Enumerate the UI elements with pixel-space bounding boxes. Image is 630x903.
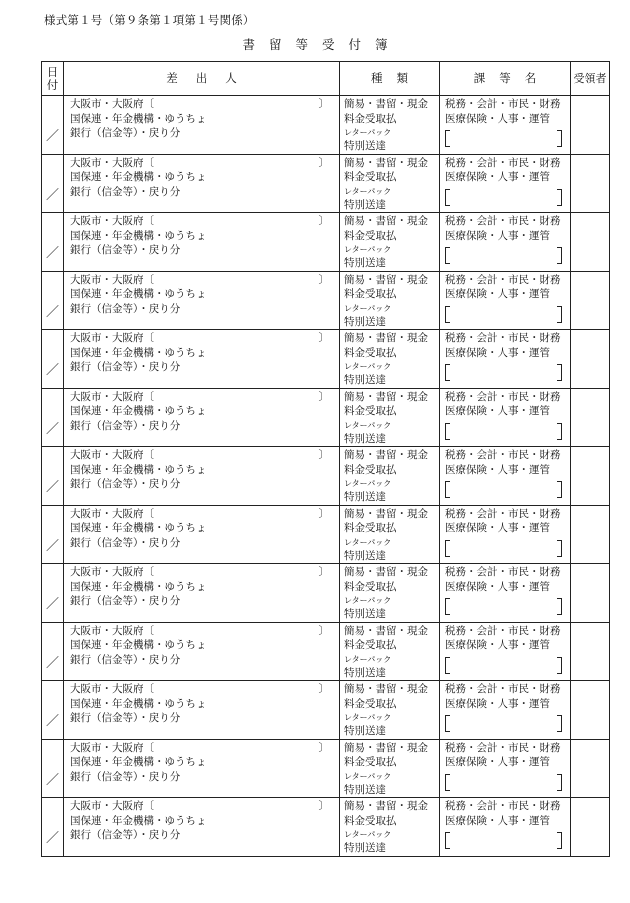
table-row xyxy=(42,739,610,798)
dept-cell[interactable] xyxy=(440,739,571,798)
sender-option-orgs: 国保連・年金機構・ゆうちょ xyxy=(70,639,207,651)
kind-option-special-delivery: 特別送達 xyxy=(344,257,386,269)
date-separator: ／ xyxy=(46,772,60,788)
kind-option-letterpack: レターパック xyxy=(344,128,392,137)
table-row xyxy=(42,564,610,623)
dept-option-line1: 税務・会計・市民・財務 xyxy=(445,98,561,110)
date-cell[interactable] xyxy=(42,271,64,330)
sender-option-bank: 銀行（信金等）・戻り分 xyxy=(70,595,181,607)
dept-blank-field[interactable] xyxy=(445,832,562,849)
sender-option-bank: 銀行（信金等）・戻り分 xyxy=(70,302,181,315)
dept-option-line2: 医療保険・人事・運管 xyxy=(445,171,550,183)
kind-option-special-delivery: 特別送達 xyxy=(344,549,386,562)
sender-bracket-close: 〕 xyxy=(318,624,329,637)
kind-option-postage-paid: 料金受取払 xyxy=(344,229,397,242)
sender-option-bank: 銀行（信金等）・戻り分 xyxy=(70,419,181,432)
receiver-cell[interactable] xyxy=(571,681,610,740)
sender-option-city-pref: 大阪市・大阪府〔 xyxy=(70,156,154,169)
sender-option-city-pref: 大阪市・大阪府〔 xyxy=(70,390,154,403)
sender-option-bank: 銀行（信金等）・戻り分 xyxy=(70,361,181,373)
kind-option-letterpack: レターパック xyxy=(344,245,392,254)
dept-option-line2: 医療保険・人事・運管 xyxy=(445,229,550,242)
date-cell[interactable] xyxy=(42,564,64,623)
sender-option-bank: 銀行（信金等）・戻り分 xyxy=(70,712,181,724)
sender-option-orgs: 国保連・年金機構・ゆうちょ xyxy=(70,463,207,476)
table-header-row xyxy=(42,62,610,96)
kind-option-letterpack: レターパック xyxy=(344,303,392,313)
kind-cell[interactable] xyxy=(340,798,440,857)
kind-option-mail-types: 簡易・書留・現金 xyxy=(344,215,428,227)
kind-cell[interactable] xyxy=(340,622,440,681)
kind-option-letterpack: レターパック xyxy=(344,771,392,781)
header-receiver: 受領者 xyxy=(571,62,610,96)
dept-option-line1: 税務・会計・市民・財務 xyxy=(445,741,561,754)
sender-option-bank: 銀行（信金等）・戻り分 xyxy=(70,185,181,198)
kind-cell[interactable] xyxy=(340,213,440,272)
sender-option-city-pref: 大阪市・大阪府〔 xyxy=(70,800,154,812)
dept-cell[interactable] xyxy=(440,388,571,447)
kind-option-letterpack: レターパック xyxy=(344,537,392,547)
sender-option-orgs: 国保連・年金機構・ゆうちょ xyxy=(70,580,207,593)
kind-option-mail-types: 簡易・書留・現金 xyxy=(344,390,428,403)
date-cell[interactable] xyxy=(42,330,64,389)
dept-option-line1: 税務・会計・市民・財務 xyxy=(445,156,561,169)
date-cell[interactable] xyxy=(42,154,64,213)
kind-option-mail-types: 簡易・書留・現金 xyxy=(344,98,428,110)
sender-cell[interactable] xyxy=(64,798,340,857)
kind-cell[interactable] xyxy=(340,739,440,798)
table-row xyxy=(42,96,610,155)
receiver-cell[interactable] xyxy=(571,96,610,155)
sender-cell[interactable] xyxy=(64,330,340,389)
page-title: 書留等受付簿 xyxy=(242,37,402,52)
table-row xyxy=(42,154,610,213)
sender-option-orgs: 国保連・年金機構・ゆうちょ xyxy=(70,405,207,417)
header-kind: 種類 xyxy=(340,62,440,96)
kind-option-letterpack: レターパック xyxy=(344,186,392,196)
table-row xyxy=(42,622,610,681)
dept-blank-field[interactable] xyxy=(445,306,562,323)
dept-blank-field[interactable] xyxy=(445,774,562,791)
kind-option-letterpack: レターパック xyxy=(344,362,392,371)
kind-cell[interactable] xyxy=(340,505,440,564)
dept-option-line1: 税務・会計・市民・財務 xyxy=(445,215,561,227)
kind-option-special-delivery: 特別送達 xyxy=(344,374,386,386)
sender-option-bank: 銀行（信金等）・戻り分 xyxy=(70,829,181,841)
dept-cell[interactable] xyxy=(440,447,571,506)
kind-option-special-delivery: 特別送達 xyxy=(344,842,386,854)
date-separator: ／ xyxy=(46,421,60,437)
dept-option-line2: 医療保険・人事・運管 xyxy=(445,346,550,359)
sender-cell[interactable] xyxy=(64,447,340,506)
sender-cell[interactable] xyxy=(64,388,340,447)
sender-option-bank: 銀行（信金等）・戻り分 xyxy=(70,653,181,666)
kind-option-special-delivery: 特別送達 xyxy=(344,491,386,503)
dept-blank-field[interactable] xyxy=(445,540,562,557)
kind-option-postage-paid: 料金受取払 xyxy=(344,697,397,710)
sender-bracket-close: 〕 xyxy=(318,683,329,695)
sender-cell[interactable] xyxy=(64,739,340,798)
kind-option-special-delivery: 特別送達 xyxy=(344,198,386,211)
dept-blank-field[interactable] xyxy=(445,715,562,732)
kind-option-mail-types: 簡易・書留・現金 xyxy=(344,507,428,520)
date-separator: ／ xyxy=(46,304,60,320)
kind-option-postage-paid: 料金受取払 xyxy=(344,639,397,651)
dept-blank-field[interactable] xyxy=(445,657,562,674)
sender-cell[interactable] xyxy=(64,96,340,155)
kind-option-letterpack: レターパック xyxy=(344,713,392,722)
dept-blank-field[interactable] xyxy=(445,423,562,440)
sender-cell[interactable] xyxy=(64,271,340,330)
kind-cell[interactable] xyxy=(340,447,440,506)
form-identifier: 様式第１号（第９条第１項第１号関係） xyxy=(44,13,255,27)
sender-option-orgs: 国保連・年金機構・ゆうちょ xyxy=(70,346,207,359)
table-row xyxy=(42,681,610,740)
receiver-cell[interactable] xyxy=(571,564,610,623)
kind-option-letterpack: レターパック xyxy=(344,420,392,430)
sender-option-city-pref: 大阪市・大阪府〔 xyxy=(70,215,154,227)
sender-option-orgs: 国保連・年金機構・ゆうちょ xyxy=(70,756,207,768)
dept-option-line2: 医療保険・人事・運管 xyxy=(445,756,550,768)
kind-option-mail-types: 簡易・書留・現金 xyxy=(344,741,428,754)
dept-option-line2: 医療保険・人事・運管 xyxy=(445,463,550,476)
dept-blank-field[interactable] xyxy=(445,364,562,381)
kind-option-postage-paid: 料金受取払 xyxy=(344,756,397,768)
sender-bracket-close: 〕 xyxy=(318,390,329,403)
date-separator: ／ xyxy=(46,597,60,612)
receiver-cell[interactable] xyxy=(571,213,610,272)
kind-cell[interactable] xyxy=(340,681,440,740)
kind-option-postage-paid: 料金受取払 xyxy=(344,112,397,125)
kind-option-letterpack: レターパック xyxy=(344,596,392,605)
kind-cell[interactable] xyxy=(340,330,440,389)
sender-option-city-pref: 大阪市・大阪府〔 xyxy=(70,741,154,754)
dept-option-line1: 税務・会計・市民・財務 xyxy=(445,449,561,461)
kind-option-mail-types: 簡易・書留・現金 xyxy=(344,273,428,286)
sender-bracket-close: 〕 xyxy=(318,800,329,812)
kind-option-postage-paid: 料金受取払 xyxy=(344,346,397,359)
date-separator: ／ xyxy=(46,129,60,144)
kind-option-mail-types: 簡易・書留・現金 xyxy=(344,683,428,695)
receiver-cell[interactable] xyxy=(571,739,610,798)
sender-option-city-pref: 大阪市・大阪府〔 xyxy=(70,566,154,578)
sender-option-orgs: 国保連・年金機構・ゆうちょ xyxy=(70,697,207,710)
dept-cell[interactable] xyxy=(440,681,571,740)
sender-bracket-close: 〕 xyxy=(318,566,329,578)
header-sender: 差出人 xyxy=(64,62,340,96)
date-separator: ／ xyxy=(46,714,60,729)
sender-bracket-close: 〕 xyxy=(318,215,329,227)
dept-option-line2: 医療保険・人事・運管 xyxy=(445,697,550,710)
kind-cell[interactable] xyxy=(340,96,440,155)
sender-cell[interactable] xyxy=(64,154,340,213)
kind-option-special-delivery: 特別送達 xyxy=(344,140,386,152)
sender-option-orgs: 国保連・年金機構・ゆうちょ xyxy=(70,229,207,242)
kind-option-special-delivery: 特別送達 xyxy=(344,432,386,445)
date-separator: ／ xyxy=(46,363,60,378)
receiver-cell[interactable] xyxy=(571,798,610,857)
kind-option-mail-types: 簡易・書留・現金 xyxy=(344,800,428,812)
dept-option-line1: 税務・会計・市民・財務 xyxy=(445,332,561,344)
kind-option-postage-paid: 料金受取払 xyxy=(344,522,397,534)
dept-option-line1: 税務・会計・市民・財務 xyxy=(445,390,561,403)
dept-blank-field[interactable] xyxy=(445,481,562,498)
sender-option-orgs: 国保連・年金機構・ゆうちょ xyxy=(70,112,207,125)
kind-option-special-delivery: 特別送達 xyxy=(344,315,386,328)
registered-mail-log-table xyxy=(41,61,610,857)
kind-cell[interactable] xyxy=(340,388,440,447)
dept-option-line2: 医療保険・人事・運管 xyxy=(445,639,550,651)
table-row xyxy=(42,213,610,272)
kind-option-mail-types: 簡易・書留・現金 xyxy=(344,624,428,637)
sender-option-orgs: 国保連・年金機構・ゆうちょ xyxy=(70,522,207,534)
date-cell[interactable] xyxy=(42,447,64,506)
receiver-cell[interactable] xyxy=(571,447,610,506)
sender-option-city-pref: 大阪市・大阪府〔 xyxy=(70,683,154,695)
sender-option-orgs: 国保連・年金機構・ゆうちょ xyxy=(70,814,207,827)
dept-blank-field[interactable] xyxy=(445,247,562,264)
kind-option-postage-paid: 料金受取払 xyxy=(344,580,397,593)
sender-option-city-pref: 大阪市・大阪府〔 xyxy=(70,449,154,461)
dept-cell[interactable] xyxy=(440,154,571,213)
kind-cell[interactable] xyxy=(340,564,440,623)
kind-cell[interactable] xyxy=(340,154,440,213)
dept-cell[interactable] xyxy=(440,622,571,681)
sender-bracket-close: 〕 xyxy=(318,449,329,461)
dept-blank-field[interactable] xyxy=(445,598,562,615)
sender-bracket-close: 〕 xyxy=(318,98,329,110)
dept-option-line2: 医療保険・人事・運管 xyxy=(445,814,550,827)
sender-option-city-pref: 大阪市・大阪府〔 xyxy=(70,624,154,637)
header-date: 日付 xyxy=(42,62,64,96)
date-cell[interactable] xyxy=(42,96,64,155)
sender-option-orgs: 国保連・年金機構・ゆうちょ xyxy=(70,171,207,183)
kind-option-mail-types: 簡易・書留・現金 xyxy=(344,332,428,344)
dept-option-line1: 税務・会計・市民・財務 xyxy=(445,273,561,286)
kind-option-postage-paid: 料金受取払 xyxy=(344,463,397,476)
kind-option-special-delivery: 特別送達 xyxy=(344,608,386,620)
sender-cell[interactable] xyxy=(64,622,340,681)
dept-blank-field[interactable] xyxy=(445,189,562,206)
kind-option-postage-paid: 料金受取払 xyxy=(344,288,397,300)
dept-option-line1: 税務・会計・市民・財務 xyxy=(445,683,561,695)
date-cell[interactable] xyxy=(42,798,64,857)
sender-cell[interactable] xyxy=(64,213,340,272)
dept-option-line1: 税務・会計・市民・財務 xyxy=(445,566,561,578)
table-row xyxy=(42,505,610,564)
table-row xyxy=(42,798,610,857)
kind-option-postage-paid: 料金受取払 xyxy=(344,814,397,827)
table-row xyxy=(42,271,610,330)
date-separator: ／ xyxy=(46,187,60,203)
kind-option-special-delivery: 特別送達 xyxy=(344,783,386,796)
sender-bracket-close: 〕 xyxy=(318,741,329,754)
dept-option-line2: 医療保険・人事・運管 xyxy=(445,288,550,300)
dept-option-line2: 医療保険・人事・運管 xyxy=(445,405,550,417)
date-cell[interactable] xyxy=(42,739,64,798)
dept-option-line2: 医療保険・人事・運管 xyxy=(445,580,550,593)
table-row xyxy=(42,447,610,506)
receiver-cell[interactable] xyxy=(571,154,610,213)
sender-option-city-pref: 大阪市・大阪府〔 xyxy=(70,273,154,286)
dept-cell[interactable] xyxy=(440,96,571,155)
dept-option-line1: 税務・会計・市民・財務 xyxy=(445,507,561,520)
sender-option-bank: 銀行（信金等）・戻り分 xyxy=(70,536,181,549)
date-separator: ／ xyxy=(46,831,60,846)
sender-option-city-pref: 大阪市・大阪府〔 xyxy=(70,98,154,110)
dept-cell[interactable] xyxy=(440,564,571,623)
kind-option-postage-paid: 料金受取払 xyxy=(344,405,397,417)
sender-option-bank: 銀行（信金等）・戻り分 xyxy=(70,127,181,139)
date-cell[interactable] xyxy=(42,388,64,447)
kind-option-mail-types: 簡易・書留・現金 xyxy=(344,566,428,578)
receiver-cell[interactable] xyxy=(571,330,610,389)
sender-option-bank: 銀行（信金等）・戻り分 xyxy=(70,770,181,783)
date-cell[interactable] xyxy=(42,505,64,564)
table-row xyxy=(42,388,610,447)
dept-cell[interactable] xyxy=(440,213,571,272)
dept-blank-field[interactable] xyxy=(445,130,562,147)
kind-option-letterpack: レターパック xyxy=(344,479,392,488)
receiver-cell[interactable] xyxy=(571,622,610,681)
receiver-cell[interactable] xyxy=(571,271,610,330)
kind-option-letterpack: レターパック xyxy=(344,654,392,664)
sender-option-orgs: 国保連・年金機構・ゆうちょ xyxy=(70,288,207,300)
kind-option-mail-types: 簡易・書留・現金 xyxy=(344,156,428,169)
sender-option-bank: 銀行（信金等）・戻り分 xyxy=(70,478,181,490)
sender-cell[interactable] xyxy=(64,681,340,740)
sender-bracket-close: 〕 xyxy=(318,332,329,344)
sender-cell[interactable] xyxy=(64,505,340,564)
kind-option-special-delivery: 特別送達 xyxy=(344,725,386,737)
receiver-cell[interactable] xyxy=(571,388,610,447)
dept-option-line1: 税務・会計・市民・財務 xyxy=(445,624,561,637)
dept-cell[interactable] xyxy=(440,330,571,389)
sender-option-city-pref: 大阪市・大阪府〔 xyxy=(70,507,154,520)
sender-bracket-close: 〕 xyxy=(318,156,329,169)
dept-option-line1: 税務・会計・市民・財務 xyxy=(445,800,561,812)
sender-bracket-close: 〕 xyxy=(318,273,329,286)
header-dept: 課等名 xyxy=(440,62,571,96)
dept-cell[interactable] xyxy=(440,271,571,330)
dept-cell[interactable] xyxy=(440,505,571,564)
sender-cell[interactable] xyxy=(64,564,340,623)
table-row xyxy=(42,330,610,389)
sender-option-bank: 銀行（信金等）・戻り分 xyxy=(70,244,181,256)
sender-bracket-close: 〕 xyxy=(318,507,329,520)
date-separator: ／ xyxy=(46,246,60,261)
dept-option-line2: 医療保険・人事・運管 xyxy=(445,112,550,125)
kind-option-special-delivery: 特別送達 xyxy=(344,666,386,679)
date-separator: ／ xyxy=(46,480,60,495)
date-cell[interactable] xyxy=(42,213,64,272)
date-separator: ／ xyxy=(46,538,60,554)
kind-option-letterpack: レターパック xyxy=(344,830,392,839)
receiver-cell[interactable] xyxy=(571,505,610,564)
date-cell[interactable] xyxy=(42,681,64,740)
date-separator: ／ xyxy=(46,655,60,671)
date-cell[interactable] xyxy=(42,622,64,681)
sender-option-city-pref: 大阪市・大阪府〔 xyxy=(70,332,154,344)
kind-option-mail-types: 簡易・書留・現金 xyxy=(344,449,428,461)
dept-option-line2: 医療保険・人事・運管 xyxy=(445,522,550,534)
kind-option-postage-paid: 料金受取払 xyxy=(344,171,397,183)
dept-cell[interactable] xyxy=(440,798,571,857)
kind-cell[interactable] xyxy=(340,271,440,330)
